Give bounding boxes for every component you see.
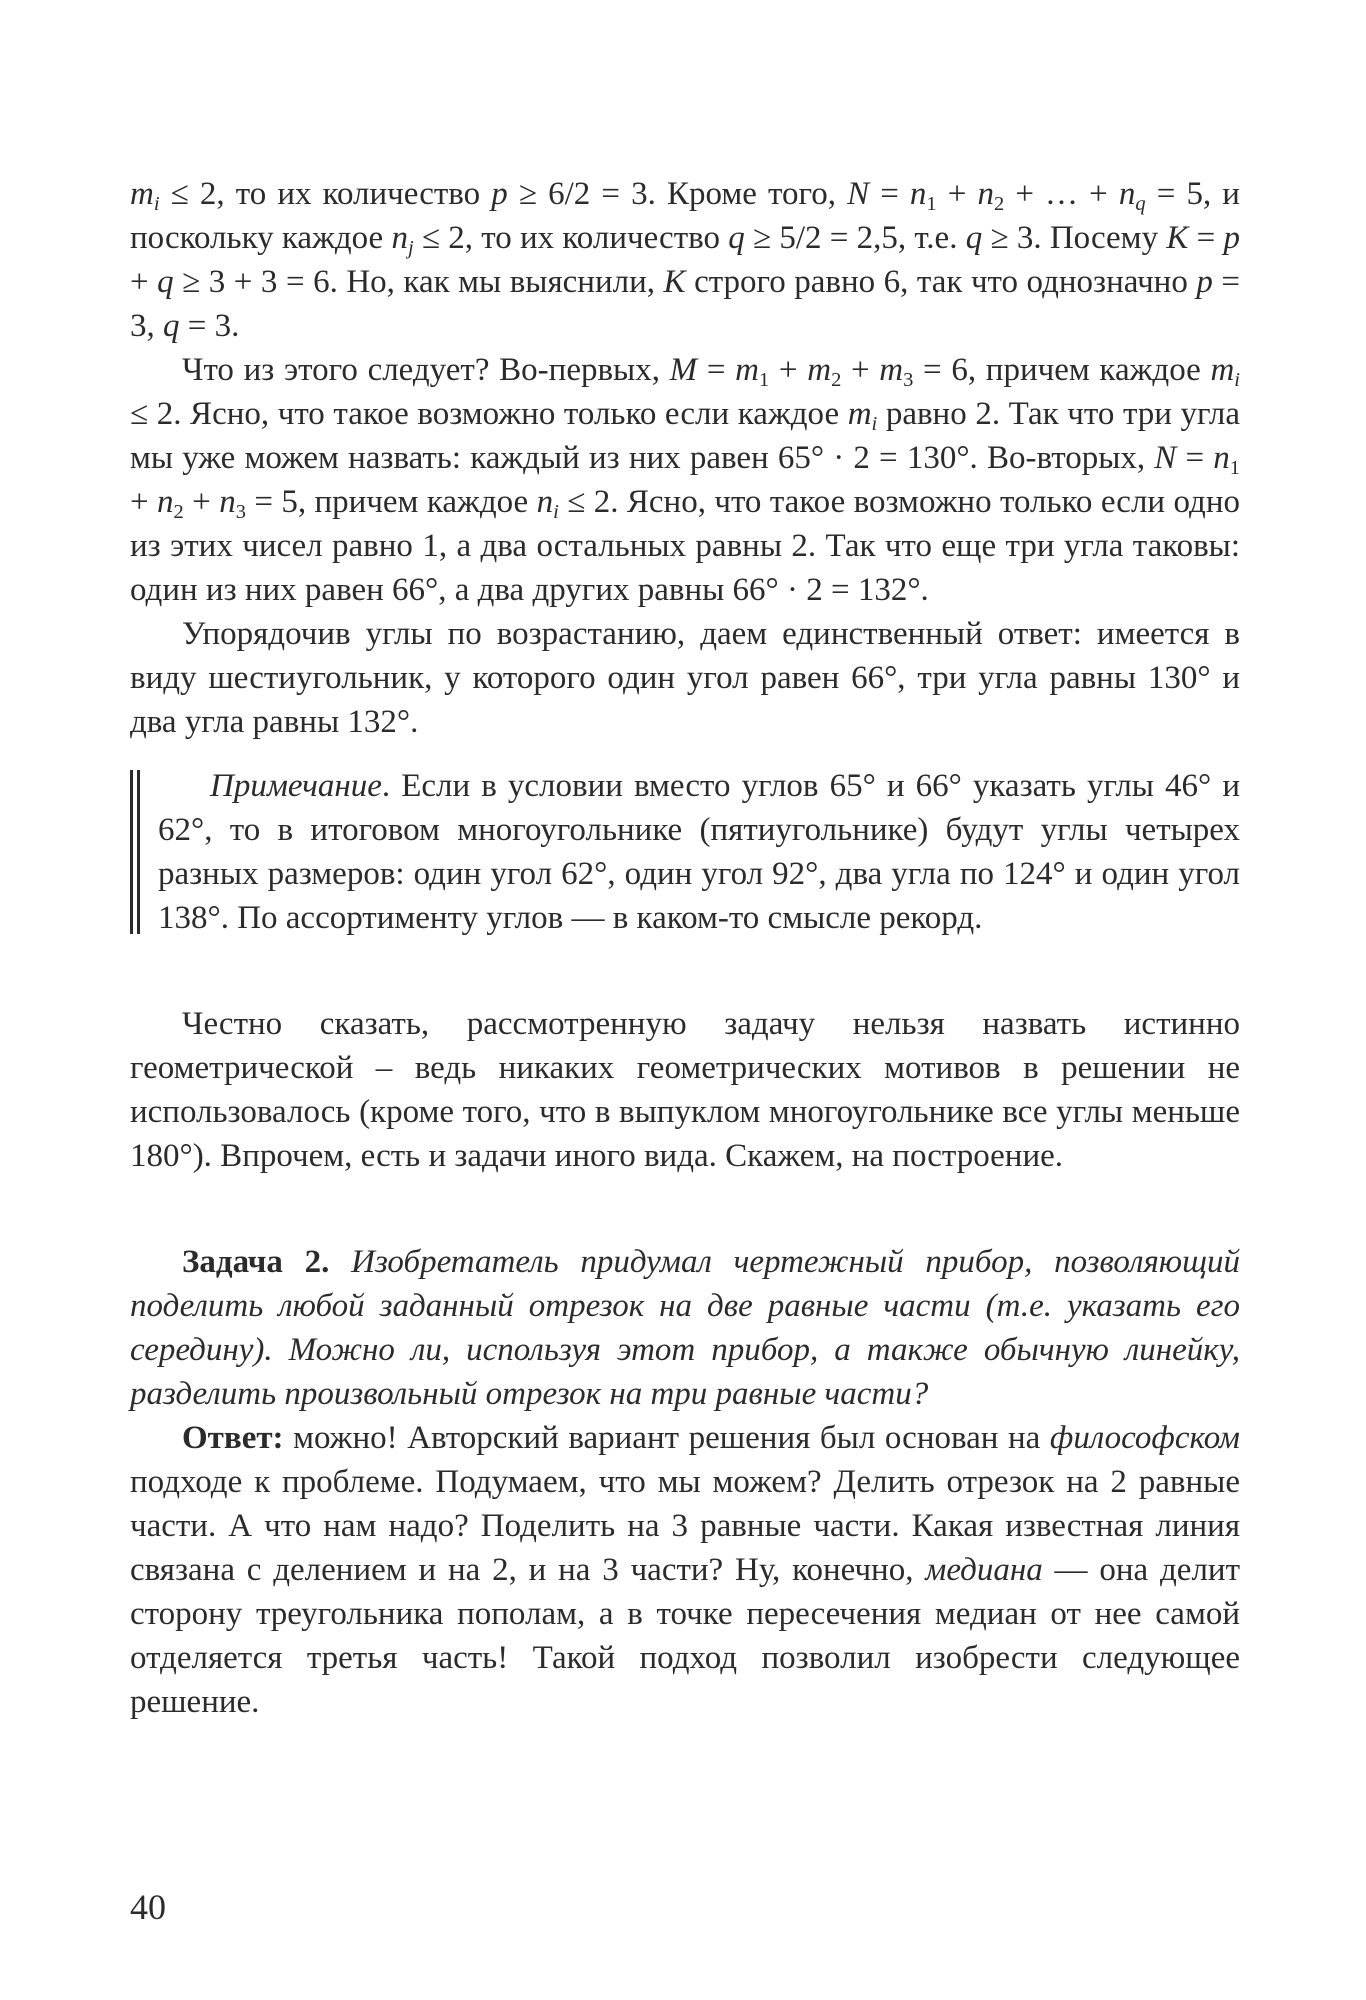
answer-label: Ответ:	[182, 1420, 284, 1456]
page-body	[130, 172, 1240, 1724]
task-2	[130, 1240, 1240, 1416]
page-number: 40	[130, 1887, 166, 1927]
note-text: Примечание. Если в условии вместо углов 65° и 66° указать углы 46° и 62°, то в итоговом многоугольнике (пятиугольнике) будут углы четырех разных размеров: один угол 62°, один угол 92°, два угла по 124° и один угол 138°. По ассортименту углов — в каком-то смысле рекорд.	[158, 768, 1240, 936]
paragraph-1: $m_i \le 2$, то их количество p ≥ 6/2 = 3. Кроме того, $N = n_1 + n_2$ + … + $n_q = 5$, и поскольку каждое $n_j \le 2$, то их количество q ≥ 5/2 = 2,5, т.е. q ≥ 3. Посему K = p + q ≥ 3 + 3 = 6. Но, как мы выяснили, K строго равно 6, так что однозначно p = 3, q = 3.	[130, 176, 1240, 344]
note-bar-right	[137, 770, 140, 934]
task-2-label: Задача 2.	[182, 1244, 330, 1280]
task-2-statement: Изобретатель придумал чертежный прибор, позволяющий поделить любой заданный отрезок на две равные части (т.е. указать его середину). Можно ли, используя этот прибор, а также обычную линейку, разделить произвольный отрезок на три равные части?	[130, 1244, 1240, 1412]
answer-paragraph: Ответ: можно! Авторский вариант решения был основан на философском подходе к проблеме. Подумаем, что мы можем? Делить отрезок на 2 равные части. А что нам надо? Поделить на 3 равные части. Какая известная линия связана с делением и на 2, и на 3 части? Ну, конечно, медиана — она делит сторону треугольника пополам, а в точке пересечения медиан от нее самой отделяется третья часть! Такой подход позволил изобрести следующее решение.	[130, 1420, 1240, 1720]
paragraph-4: Честно сказать, рассмотренную задачу нельзя назвать истинно геометрической – ведь никаких геометрических мотивов в решении не использовалось (кроме того, что в выпуклом многоугольнике все углы меньше 180°). Впрочем, есть и задачи иного вида. Скажем, на построение.	[130, 1006, 1240, 1174]
note-label: Примечание	[210, 768, 382, 804]
paragraph-2: Что из этого следует? Во-первых, $M = m_1 + m_2 + m_3 = 6$, причем каждое $m_i \le 2$. Ясно, что такое возможно только если каждое $m_i$ равно 2. Так что три угла мы уже можем назвать: каждый из них равен 65° · 2 = 130°. Во-вторых, $N = n_1 + n_2 + n_3 = 5$, причем каждое $n_i \le 2$. Ясно, что такое возможно только если одно из этих чисел равно 1, а два остальных равны 2. Так что еще три угла таковы: один из них равен 66°, а два других равны 66° · 2 = 132°.	[130, 352, 1241, 608]
paragraph-3: Упорядочив углы по возрастанию, даем единственный ответ: имеется в виду шестиугольник, у которого один угол равен 66°, три угла равны 130° и два угла равны 132°.	[130, 616, 1240, 740]
note-block	[130, 764, 1240, 940]
note-bar-left	[130, 770, 133, 934]
